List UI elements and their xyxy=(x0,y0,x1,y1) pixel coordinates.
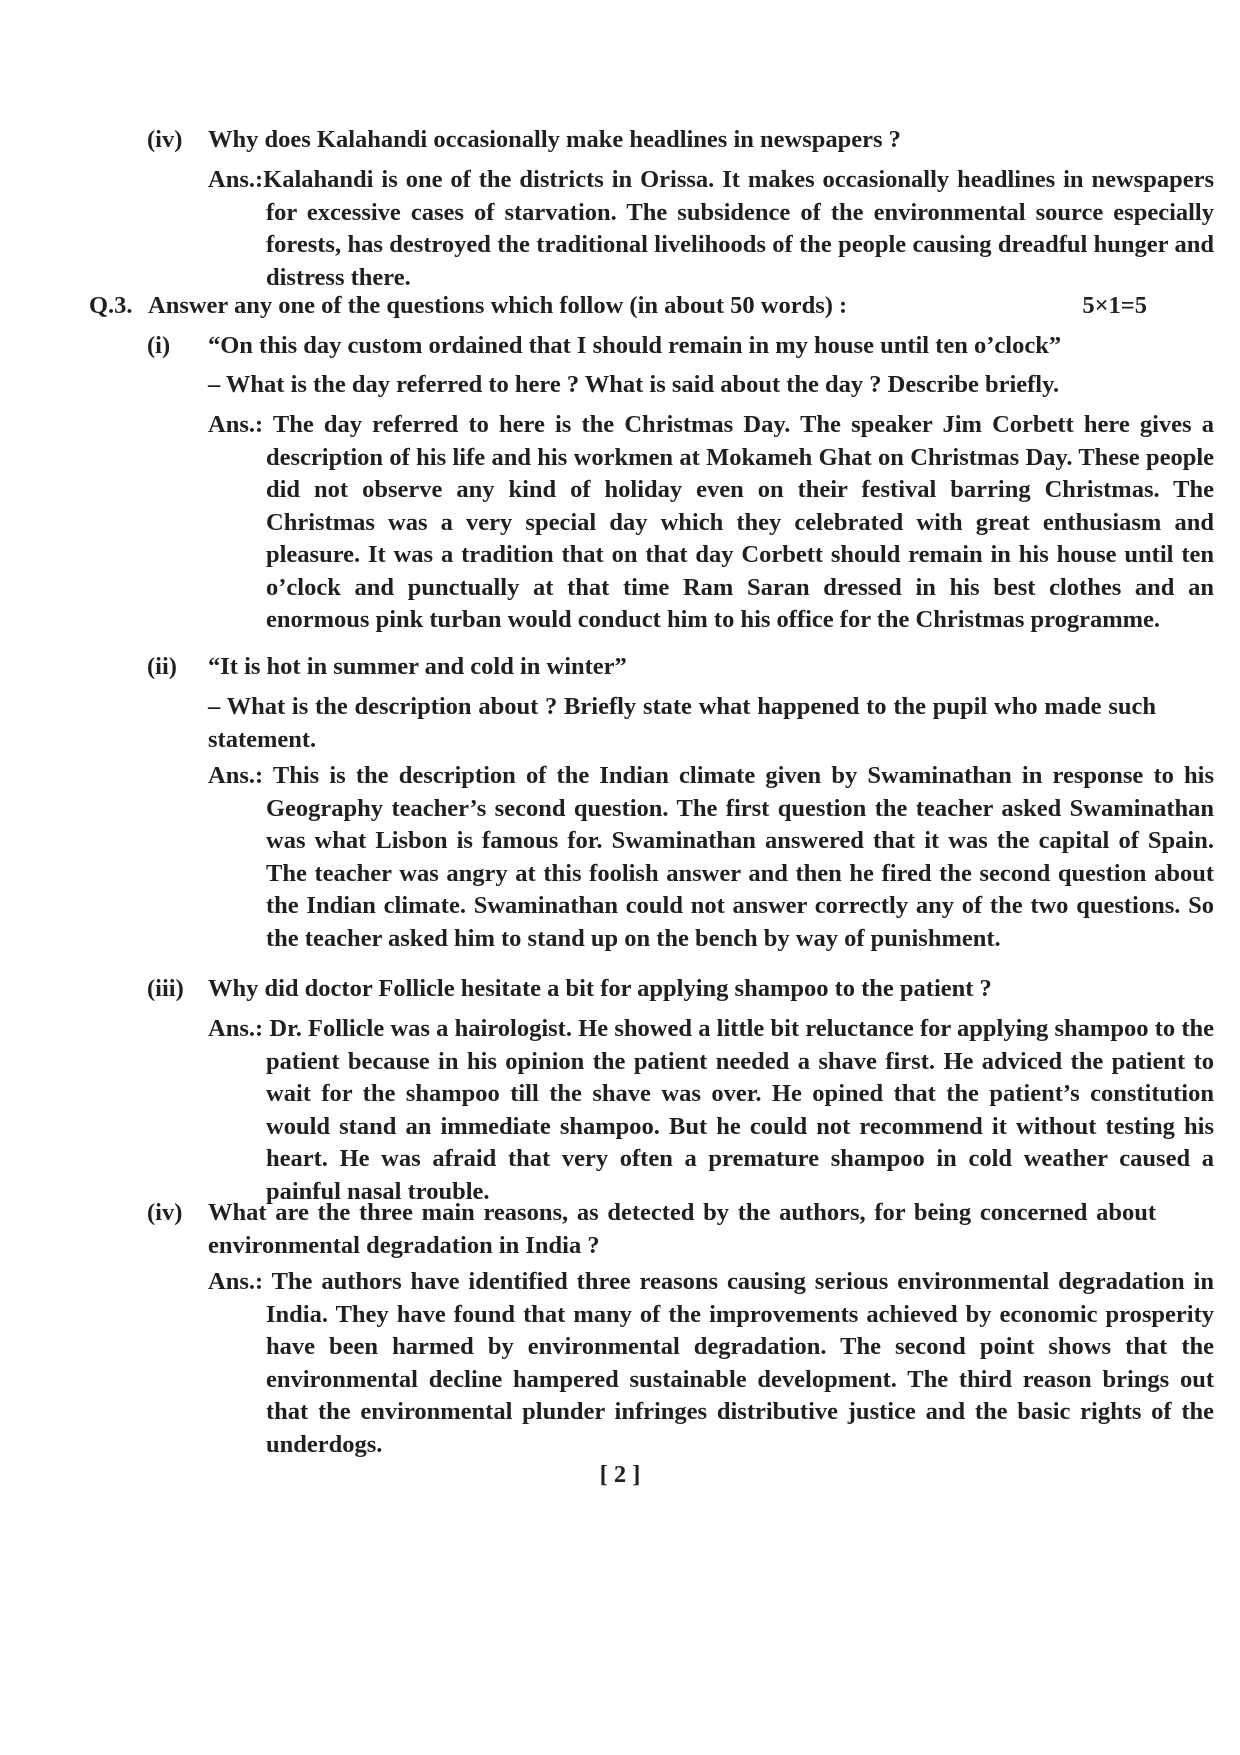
q3-ii-question: – What is the description about ? Briefly state what happened to the pupil who made such statement. xyxy=(208,693,1156,753)
q3-iv-question: What are the three main reasons, as detected by the authors, for being concerned about environmental degradation in India ? xyxy=(208,1199,1156,1259)
q3-iii-answer: Ans.: Dr. Follicle was a hairologist. He showed a little bit reluctance for applying shampoo to the patient because in his opinion the patient needed a shave first. He adviced the patient to wait for the shampoo till the shave was over. He opined that the patient’s constitution would stand an immediate shampoo. But he could not recommend it without testing his heart. He was afraid that very often a premature shampoo in cold weather caused a painful nasal trouble. xyxy=(208,1015,1214,1205)
question-number: (iv) xyxy=(147,1199,183,1226)
question-number: (ii) xyxy=(147,653,177,680)
q2-iv-answer: Ans.:Kalahandi is one of the districts in Orissa. It makes occasionally headlines in newspapers for excessive cases of starvation. The subsidence of the environmental source especially forests, has destroyed the traditional livelihoods of the people causing dreadful hunger and distress there. xyxy=(208,166,1214,291)
question-text: Why did doctor Follicle hesitate a bit for applying shampoo to the patient ? xyxy=(208,975,992,1002)
question-number: Q.3. xyxy=(89,292,133,319)
marks-label: 5×1=5 xyxy=(1082,292,1147,319)
page-number: [ 2 ] xyxy=(599,1461,641,1488)
question-number: (iii) xyxy=(147,975,184,1002)
question-quote: “It is hot in summer and cold in winter” xyxy=(208,653,627,680)
question-number: (i) xyxy=(147,332,171,359)
question-heading-text: Answer any one of the questions which follow (in about 50 words) : xyxy=(148,292,848,319)
q3-iv-answer: Ans.: The authors have identified three reasons causing serious environmental degradation in India. They have found that many of the improvements achieved by economic prosperity have been harmed by environmental degradation. The second point shows that the environmental decline hampered sustainable development. The third reason brings out that the environmental plunder infringes distributive justice and the basic rights of the underdogs. xyxy=(208,1268,1214,1458)
q3-ii-answer: Ans.: This is the description of the Indian climate given by Swaminathan in response to his Geography teacher’s second question. The first question the teacher asked Swaminathan was what Lisbon is famous for. Swaminathan answered that it was the capital of Spain. The teacher was angry at this foolish answer and then he fired the second question about the Indian climate. Swaminathan could not answer correctly any of the two questions. So the teacher asked him to stand up on the bench by way of punishment. xyxy=(208,762,1214,952)
question-number: (iv) xyxy=(147,126,183,153)
q3-i-question: – What is the day referred to here ? What is said about the day ? Describe briefly. xyxy=(208,371,1060,398)
question-quote: “On this day custom ordained that I should remain in my house until ten o’clock” xyxy=(208,332,1062,359)
question-text: Why does Kalahandi occasionally make headlines in newspapers ? xyxy=(208,126,901,153)
q3-i-answer: Ans.: The day referred to here is the Christmas Day. The speaker Jim Corbett here gives a description of his life and his workmen at Mokameh Ghat on Christmas Day. These people did not observe any kind of holiday even on their festival barring Christmas. The Christmas was a very special day which they celebrated with great enthusiasm and pleasure. It was a tradition that on that day Corbett should remain in his house until ten o’clock and punctually at that time Ram Saran dressed in his best clothes and an enormous pink turban would conduct him to his office for the Christmas programme. xyxy=(208,411,1214,633)
